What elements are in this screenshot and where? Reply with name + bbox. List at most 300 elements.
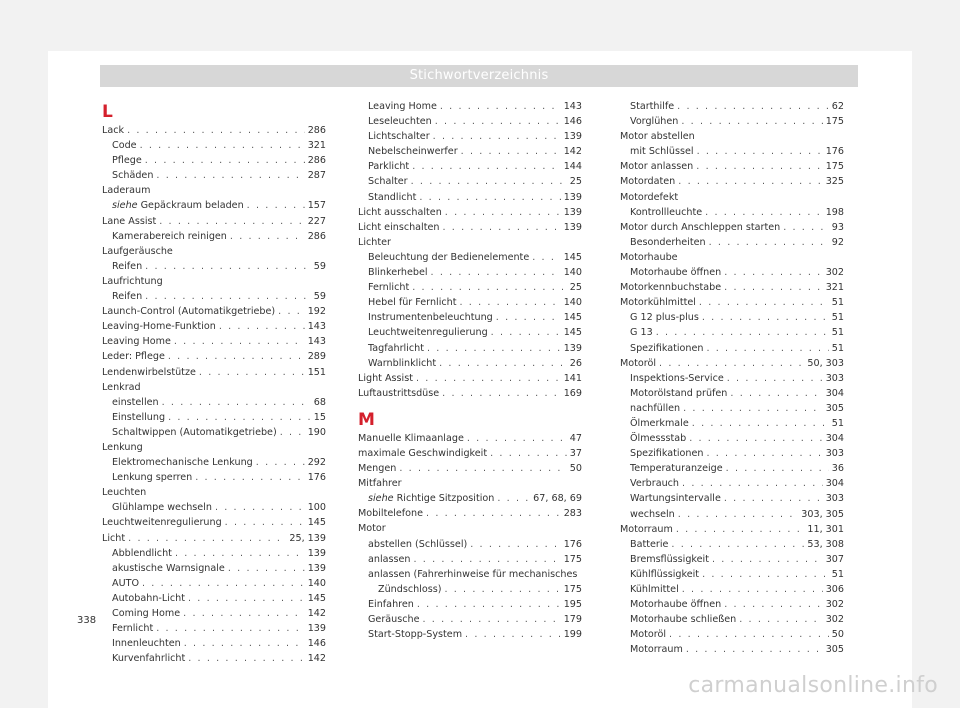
index-entry-term (620, 356, 659, 371)
index-page-ref: 51 (831, 297, 844, 309)
index-term-text: Leaving Home (102, 336, 171, 348)
index-entry (620, 582, 844, 597)
index-page-ref: 143 (307, 321, 326, 333)
index-page-ref: 51 (831, 342, 844, 354)
index-page-ref: 51 (831, 417, 844, 429)
index-page-ref: 100 (307, 502, 326, 514)
index-entry-term (102, 274, 166, 289)
index-entry-term (620, 190, 681, 205)
index-page-ref: 50 (831, 629, 844, 641)
index-entry-term (368, 99, 440, 114)
index-entry-term (620, 220, 783, 235)
leader-dots (199, 365, 305, 380)
index-term-text: Spezifikationen (630, 342, 704, 354)
index-entry (620, 205, 844, 220)
index-entry (358, 310, 582, 325)
index-term-text: Motorhaube öffnen (630, 267, 722, 279)
leader-dots (470, 537, 560, 552)
index-entry-term (102, 319, 219, 334)
index-page-ref: 53, 308 (807, 538, 844, 550)
index-page-ref: 25 (569, 282, 582, 294)
index-page-ref: 157 (307, 200, 326, 212)
leader-dots (656, 325, 829, 340)
index-page-ref: 176 (563, 538, 582, 550)
index-term-text: anlassen (368, 553, 411, 565)
index-page-ref: 144 (563, 161, 582, 173)
leader-dots (705, 205, 823, 220)
leader-dots (730, 386, 822, 401)
index-page-ref: 289 (307, 351, 326, 363)
index-entry-term (102, 440, 146, 455)
index-entry (620, 431, 844, 446)
index-term-text: Kühlmittel (630, 584, 679, 595)
leader-dots (461, 144, 561, 159)
index-entry (358, 567, 582, 582)
index-term-text: G 12 plus-plus (630, 312, 699, 324)
index-page-ref: 145 (307, 592, 326, 604)
index-entry (358, 582, 582, 597)
index-term-text: wechseln (630, 508, 675, 520)
index-term-text: Motor anlassen (620, 161, 694, 173)
index-entry-term (630, 325, 656, 340)
leader-dots (256, 455, 305, 470)
index-term-text: Einfahren (368, 598, 414, 610)
index-term-text: Besonderheiten (630, 236, 706, 248)
index-term-text: Reifen (112, 291, 143, 303)
index-term-text: Geräusche (368, 614, 420, 625)
index-page-ref: 303 (825, 493, 844, 505)
leader-dots (128, 531, 286, 546)
leader-dots (726, 461, 829, 476)
index-entry (102, 561, 326, 576)
index-page-ref: 195 (563, 598, 582, 610)
index-entry-term (368, 250, 532, 265)
leader-dots (228, 561, 305, 576)
index-entry (102, 636, 326, 651)
index-entry (358, 144, 582, 159)
index-entry-term (368, 552, 413, 567)
leader-dots (677, 99, 829, 114)
index-entry (102, 365, 326, 380)
index-term-text: Motordaten (620, 176, 676, 188)
index-term-text: Abblendlicht (112, 547, 172, 559)
index-page-ref: 198 (825, 206, 844, 218)
index-page-ref: 68 (313, 396, 326, 408)
leader-dots (439, 356, 567, 371)
index-term-text: Standlicht (368, 191, 417, 203)
index-entry-term (630, 401, 683, 416)
index-page-ref: 305 (825, 402, 844, 414)
index-entry (620, 220, 844, 235)
index-entry (102, 515, 326, 530)
index-entry-term (620, 129, 698, 144)
leader-dots (433, 129, 561, 144)
index-term-text: Motor (358, 523, 386, 535)
leader-dots (676, 522, 805, 537)
index-page-ref: 304 (825, 387, 844, 399)
leader-dots (416, 371, 561, 386)
leader-dots (399, 461, 566, 476)
index-entry (102, 168, 326, 183)
leader-dots (445, 205, 561, 220)
index-entry-term (112, 425, 280, 440)
index-entry-term (358, 521, 389, 536)
index-entry-term (368, 295, 459, 310)
index-entry-term (620, 280, 724, 295)
index-entry-term (630, 461, 726, 476)
index-entry (102, 304, 326, 319)
index-entry (620, 401, 844, 416)
index-page-ref: 51 (831, 568, 844, 580)
index-page-ref: 142 (563, 146, 582, 158)
index-page-ref: 25 (569, 176, 582, 188)
index-entry-term (630, 341, 706, 356)
index-term-text: Lichter (358, 236, 391, 248)
index-entry-term (368, 280, 412, 295)
index-page-ref: 139 (563, 206, 582, 218)
index-page-ref: 139 (563, 342, 582, 354)
manual-page (48, 51, 912, 708)
index-entry-term (358, 371, 416, 386)
index-term-text: Leuchtweitenregulierung (102, 517, 222, 529)
index-page-ref: 51 (831, 312, 844, 324)
index-entry (102, 531, 326, 546)
index-term-text: Warnblinklicht (368, 357, 437, 369)
index-page-ref: 50, 303 (807, 357, 844, 369)
index-term-text: Innenleuchten (112, 638, 181, 650)
index-page-ref: 145 (563, 251, 582, 263)
leader-dots (706, 446, 822, 461)
index-entry-term (630, 582, 682, 597)
index-term-text: Schalter (368, 176, 408, 188)
index-page-ref: 286 (307, 155, 326, 167)
index-entry (102, 500, 326, 515)
leader-dots (230, 229, 305, 244)
index-page-ref: 143 (563, 101, 582, 112)
index-term-text: Instrumentenbeleuchtung (368, 312, 493, 324)
index-entry (358, 235, 582, 250)
index-term-text: Motoröl (630, 629, 667, 641)
index-entry (358, 371, 582, 386)
leader-dots (140, 138, 305, 153)
leader-dots (215, 500, 305, 515)
index-term-text: Wartungsintervalle (630, 493, 721, 505)
index-entry (620, 522, 844, 537)
index-page-ref: 321 (825, 282, 844, 294)
index-term-text: Motorhaube öffnen (630, 599, 722, 611)
leader-dots (442, 220, 560, 235)
index-page-ref: 287 (307, 170, 326, 182)
index-term-text: Coming Home (112, 608, 181, 619)
index-page-ref: 11, 301 (807, 523, 844, 535)
index-term-text: Code (112, 140, 137, 152)
index-page-ref: 192 (307, 306, 326, 318)
index-page-ref: 175 (563, 553, 582, 565)
index-entry (358, 627, 582, 642)
index-entry (102, 349, 326, 364)
index-term-text: G 13 (630, 327, 653, 339)
leader-dots (142, 576, 305, 591)
leader-dots (496, 310, 561, 325)
index-entry (358, 159, 582, 174)
index-entry (620, 491, 844, 506)
index-term-text: Mitfahrer (358, 478, 402, 490)
index-entry-term (112, 576, 142, 591)
index-entry (102, 214, 326, 229)
leader-dots (156, 168, 304, 183)
index-term-text: Licht (102, 532, 126, 544)
index-entry (358, 491, 582, 506)
index-term-text: Starthilfe (630, 101, 675, 112)
index-term-text: Leuchtweitenregulierung (368, 327, 488, 339)
leader-dots (724, 265, 823, 280)
index-term-text: einstellen (112, 396, 159, 408)
index-term-text: Motorhaube (620, 251, 678, 263)
leader-dots (219, 319, 305, 334)
index-entry (620, 129, 844, 144)
index-entry (620, 537, 844, 552)
index-page-ref: 67, 68, 69 (533, 493, 582, 505)
index-page-ref: 302 (825, 267, 844, 279)
index-page-ref: 37 (569, 447, 582, 459)
index-entry (358, 476, 582, 491)
index-entry (358, 446, 582, 461)
index-entry-term (368, 144, 461, 159)
leader-dots (174, 334, 305, 349)
leader-dots (431, 265, 561, 280)
index-page-ref: 51 (831, 327, 844, 339)
index-entry-term (358, 431, 467, 446)
index-term-text: nachfüllen (630, 402, 681, 414)
index-entry-term (630, 386, 730, 401)
index-term-text: Elektromechanische Lenkung (112, 457, 253, 469)
index-entry-term (620, 522, 676, 537)
index-term-text: Leuchten (102, 487, 147, 499)
leader-dots (435, 114, 561, 129)
index-page-ref: 93 (831, 221, 844, 233)
index-page-ref: 175 (563, 583, 582, 595)
index-entry (620, 250, 844, 265)
index-term-text: Laufrichtung (102, 275, 163, 287)
index-entry (358, 174, 582, 189)
index-term-text: Lenkung (102, 441, 143, 453)
index-entry-term (358, 220, 442, 235)
index-entry-term (358, 476, 405, 491)
leader-dots (692, 416, 829, 431)
index-entry-term (102, 531, 128, 546)
index-letter-heading: L (102, 102, 113, 122)
index-entry-term (630, 431, 689, 446)
index-entry (620, 174, 844, 189)
index-entry (102, 395, 326, 410)
index-entry (102, 259, 326, 274)
leader-dots (739, 612, 822, 627)
index-term-text: Fernlicht (368, 282, 410, 294)
index-term-text: Parklicht (368, 161, 410, 173)
index-entry-term (112, 561, 228, 576)
index-entry-term (630, 99, 677, 114)
index-page-ref: 190 (307, 426, 326, 438)
index-entry (620, 144, 844, 159)
index-entry-term (112, 395, 162, 410)
leader-dots (417, 597, 561, 612)
index-entry-term (112, 546, 175, 561)
leader-dots (727, 371, 823, 386)
index-entry (620, 627, 844, 642)
index-term-text: Kühlflüssigkeit (630, 568, 700, 580)
leader-dots (669, 627, 829, 642)
index-entry (620, 642, 844, 657)
index-page-ref: 139 (563, 131, 582, 143)
index-entry-term (368, 174, 411, 189)
index-entry (358, 386, 582, 401)
index-entry-term (358, 461, 399, 476)
index-entry-term (112, 455, 256, 470)
index-page-ref: 307 (825, 553, 844, 565)
index-entry (358, 190, 582, 205)
index-term-text: Kontrollleuchte (630, 206, 703, 218)
index-page-ref: 175 (825, 161, 844, 173)
leader-dots (247, 198, 305, 213)
index-term-text: Mobiltelefone (358, 508, 424, 520)
index-entry-term (368, 190, 419, 205)
index-term-text: Motorölstand prüfen (630, 387, 728, 399)
index-term-text: maximale Geschwindigkeit (358, 447, 488, 459)
leader-dots (497, 491, 530, 506)
index-entry (620, 461, 844, 476)
index-page-ref: 145 (307, 517, 326, 529)
see-reference-prefix: siehe (112, 200, 138, 212)
index-entry (358, 220, 582, 235)
index-term-text: Ölmessstab (630, 433, 687, 445)
index-entry-term (630, 552, 712, 567)
index-entry (102, 576, 326, 591)
index-entry (358, 250, 582, 265)
index-column-2 (358, 99, 582, 642)
leader-dots (427, 341, 561, 356)
index-entry-term (368, 356, 439, 371)
index-entry-term (368, 627, 465, 642)
index-term-text: Launch-Control (Automatikgetriebe) (102, 306, 276, 318)
index-term-text: Luftaustrittsdüse (358, 387, 440, 399)
index-term-text: Richtige Sitzposition (396, 493, 495, 505)
index-term-text: Temperaturanzeige (630, 463, 723, 475)
index-page-ref: 321 (307, 140, 326, 152)
index-page-ref: 227 (307, 215, 326, 227)
index-entry (102, 183, 326, 198)
index-entry (358, 205, 582, 220)
index-page-ref: 179 (563, 614, 582, 625)
leader-dots (465, 627, 561, 642)
index-term-text: Einstellung (112, 411, 166, 423)
index-page-ref: 62 (831, 101, 844, 112)
index-entry (620, 567, 844, 582)
index-entry-term (112, 410, 168, 425)
index-entry-term (368, 114, 435, 129)
index-term-text: abstellen (Schlüssel) (368, 538, 468, 550)
leader-dots (145, 289, 311, 304)
index-entry (102, 274, 326, 289)
index-entry-term (102, 485, 149, 500)
index-entry-term (358, 386, 442, 401)
leader-dots (678, 174, 822, 189)
index-entry (358, 99, 582, 114)
index-entry-term (630, 310, 702, 325)
index-entry-term (102, 123, 127, 138)
index-page-ref: 146 (563, 116, 582, 128)
index-entry-term (112, 636, 184, 651)
index-entry (358, 129, 582, 144)
index-term-text: Start-Stopp-System (368, 629, 463, 641)
index-entry (102, 153, 326, 168)
watermark-text: carmanualsonline.info (688, 673, 938, 698)
index-entry-term (368, 310, 496, 325)
index-entry-term (368, 341, 427, 356)
index-entry-term (630, 567, 702, 582)
index-page-ref: 305 (825, 644, 844, 656)
index-entry (620, 507, 844, 522)
index-entry-term (368, 129, 433, 144)
index-page-ref: 140 (307, 577, 326, 589)
leader-dots (724, 280, 823, 295)
index-entry-term (112, 168, 156, 183)
index-entry (620, 159, 844, 174)
index-term-text: Autobahn-Licht (112, 592, 185, 604)
index-term-text: Batterie (630, 538, 669, 550)
leader-dots (156, 621, 304, 636)
index-term-text: Gepäckraum beladen (140, 200, 244, 212)
index-entry (102, 546, 326, 561)
index-entry (620, 356, 844, 371)
index-page-ref: 302 (825, 614, 844, 626)
leader-dots (659, 356, 804, 371)
leader-dots (168, 410, 311, 425)
index-entry-term (630, 597, 724, 612)
index-entry-term (358, 446, 490, 461)
leader-dots (712, 552, 823, 567)
index-term-text: Lane Assist (102, 215, 157, 227)
index-entry-term (112, 229, 230, 244)
index-term-text: Motorkennbuchstabe (620, 282, 722, 294)
index-entry (358, 114, 582, 129)
leader-dots (225, 515, 305, 530)
index-term-text: Kamerabereich reinigen (112, 230, 227, 242)
index-page-ref: 142 (307, 653, 326, 665)
index-term-text: Ölmerkmale (630, 417, 689, 429)
index-page-ref: 15 (313, 411, 326, 423)
leader-dots (411, 174, 567, 189)
index-page-ref: 306 (825, 584, 844, 595)
index-term-text: Schaltwippen (Automatikgetriebe) (112, 426, 277, 438)
index-entry (102, 380, 326, 395)
index-entry (620, 235, 844, 250)
leader-dots (423, 612, 561, 627)
index-entry-term (112, 289, 145, 304)
index-entry-term (630, 114, 681, 129)
index-entry-term (378, 582, 444, 597)
leader-dots (724, 491, 823, 506)
index-entry-term (112, 500, 215, 515)
index-page-ref: 142 (307, 608, 326, 619)
index-term-text: Laderaum (102, 185, 151, 197)
index-entry-term (112, 198, 247, 213)
index-entry (102, 289, 326, 304)
leader-dots (702, 310, 829, 325)
index-column-1 (102, 99, 326, 666)
index-page-ref: 50 (569, 463, 582, 475)
leader-dots (183, 606, 305, 621)
page-header: Stichwortverzeichnis (100, 65, 858, 87)
